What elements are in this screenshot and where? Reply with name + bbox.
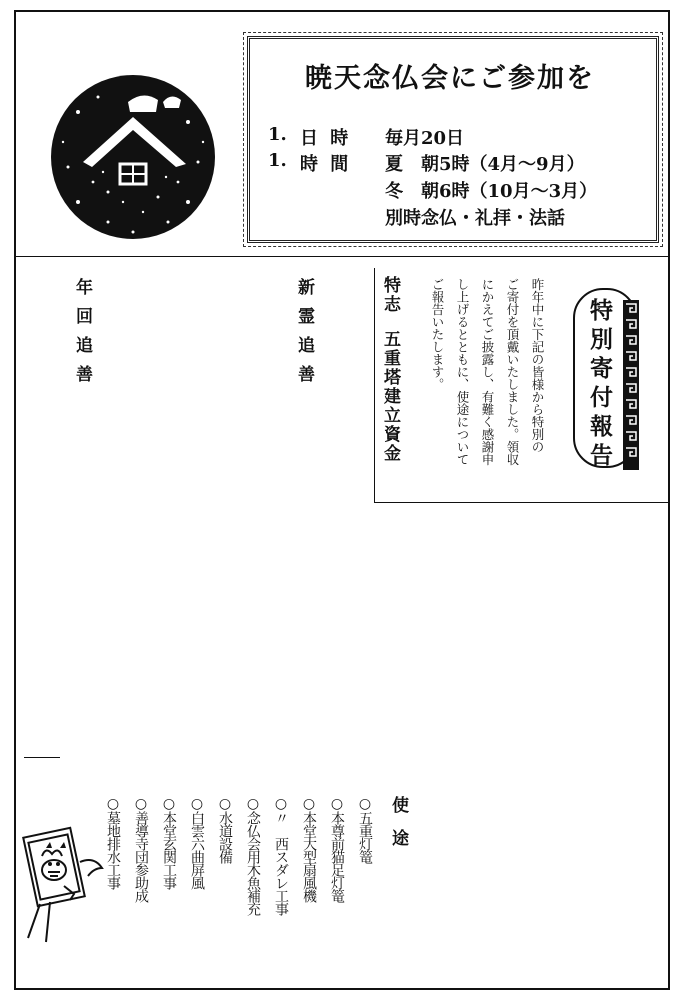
margin-dash [24, 757, 60, 758]
special-heading: 特志 [380, 276, 400, 314]
special-fund: 五重塔建立資金 [380, 330, 400, 463]
use-item: ○本尊前猫足灯篭 [329, 796, 345, 902]
row3-value: 冬 朝6時（10月～3月） [385, 181, 598, 202]
use-item: ○〃 西スダレ工事 [273, 796, 289, 915]
intro-line: 昨年中に下記の皆様から特別の [530, 278, 545, 453]
section-divider [14, 256, 670, 257]
row1-label: 日 時 [300, 128, 352, 149]
intro-line: し上げるとともに、使途について [455, 278, 470, 466]
intro-line: ご報告いたします。 [430, 278, 445, 391]
row2-label: 時 間 [300, 154, 352, 175]
snowy-house-emblem [48, 72, 218, 242]
use-item: ○念仏会用木魚補充 [245, 796, 261, 915]
use-item: ○白雲六曲屏風 [189, 796, 205, 889]
intro-line: ご寄付を頂戴いたしました。領収 [505, 278, 520, 466]
intro-line: にかえてご披露し、有難く感謝申 [480, 278, 495, 466]
ox-mascot-illustration [20, 812, 110, 952]
use-item: ○本堂玄関工事 [161, 796, 177, 889]
row4-value: 別時念仏・礼拝・法話 [385, 208, 565, 229]
use-item: ○水道設備 [217, 796, 233, 863]
notice-title: 暁天念仏会にご参加を [305, 63, 595, 94]
greek-key-border [622, 300, 640, 470]
shinrei-tsuizen-heading: 新霊追善 [294, 278, 314, 394]
use-item: ○善導寺団参助成 [133, 796, 149, 902]
report-bottom-rule [374, 502, 670, 503]
use-item: ○墓地排水工事 [105, 796, 121, 889]
report-intro [425, 278, 550, 498]
uses-title: 使途 [388, 796, 408, 862]
row1-value: 毎月20日 [385, 128, 465, 149]
row1-number: 1. [268, 124, 287, 145]
report-left-rule [374, 268, 375, 502]
row2-number: 1. [268, 150, 287, 171]
use-item: ○五重灯篭 [357, 796, 373, 863]
use-item: ○本堂大型扇風機 [301, 796, 317, 902]
report-title: 特別寄付報告 [586, 298, 612, 472]
row2-value: 夏 朝5時（4月～9月） [385, 154, 585, 175]
nenkai-tsuizen-heading: 年回追善 [72, 278, 92, 394]
